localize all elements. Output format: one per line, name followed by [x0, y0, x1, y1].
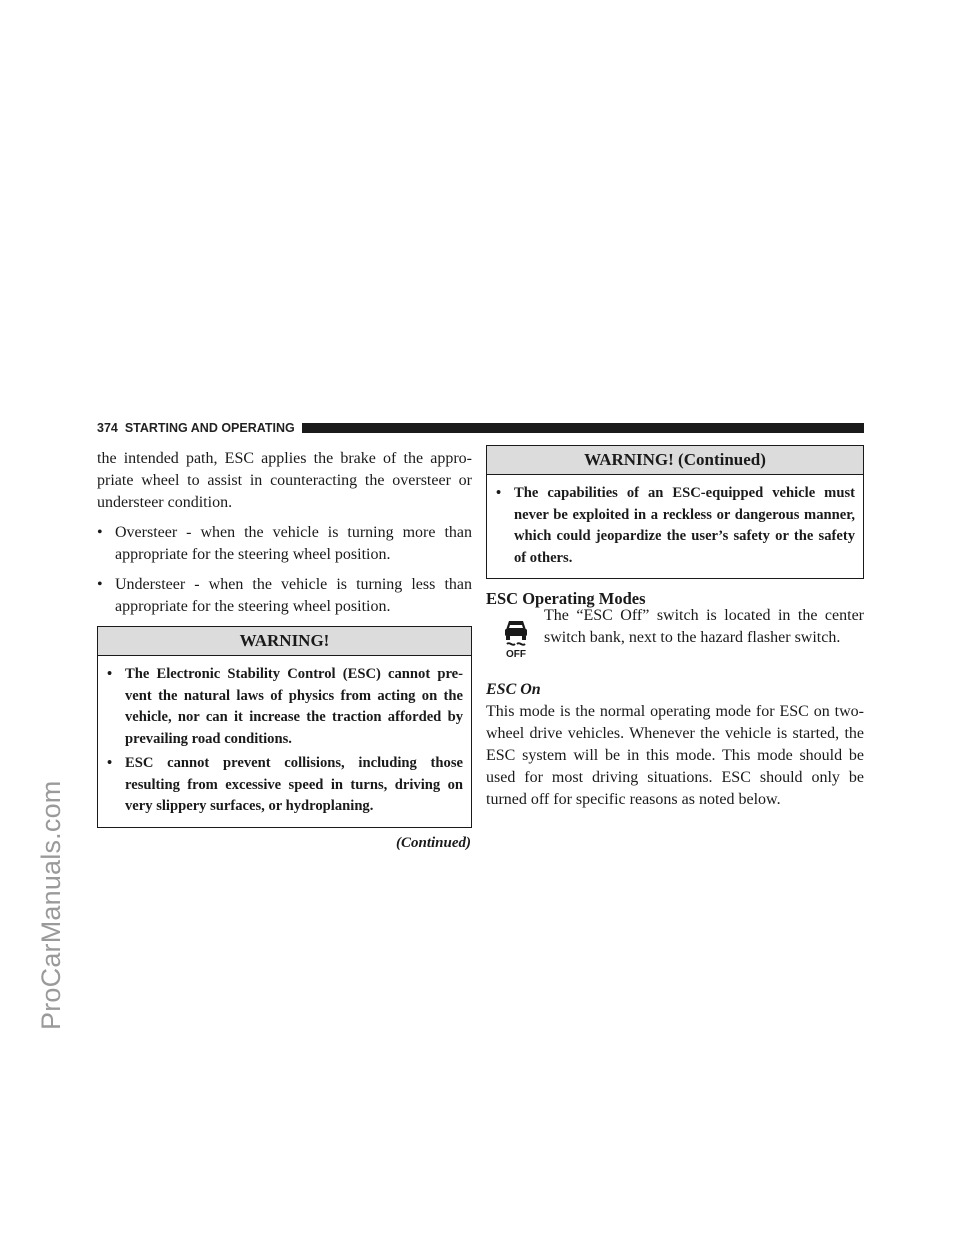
warning-continued-title: WARNING! (Continued): [487, 446, 863, 475]
bullet-icon: •: [97, 524, 103, 541]
esc-switch-row: [486, 609, 864, 675]
warning-list: [98, 656, 471, 827]
list-item: • Understeer - when the vehicle is turning less than appropriate for the steering wheel position.: [97, 576, 472, 615]
bullet-icon: •: [107, 666, 113, 682]
esc-switch-description: The “ESC Off” switch is located in the center switch bank, next to the hazard flasher switch.: [544, 607, 864, 646]
list-item: • The capabilities of an ESC-equipped vehicle must never be exploited in a reckless or dangerous manner, which could jeopardize the user’s safety or the safety of others.: [496, 485, 855, 566]
continued-label: (Continued): [395, 834, 471, 851]
list-item: • ESC cannot prevent collisions, including those resulting from excessive speed in turns, driving on very slippery surfaces, or hydroplaning.: [107, 755, 463, 814]
section-title: ESC Operating Modes: [486, 589, 646, 608]
section-name: STARTING AND OPERATING: [124, 421, 295, 435]
list-item: • Oversteer - when the vehicle is turning more than appropriate for the steering wheel position.: [97, 524, 472, 563]
list-item: • The Electronic Stability Control (ESC) cannot pre-vent the natural laws of physics from acting on the vehicle, nor can it increase the traction afforded by prevailing road conditions.: [107, 666, 463, 747]
warning-list: [487, 475, 863, 578]
esc-off-label: OFF: [506, 649, 526, 659]
condition-list: [97, 522, 472, 618]
bullet-icon: •: [496, 485, 502, 501]
watermark: ProCarManuals.com: [36, 780, 66, 1030]
bullet-icon: •: [107, 755, 113, 771]
page-header: [97, 419, 864, 437]
warning-continued-box: [486, 445, 864, 579]
warning-title: WARNING!: [98, 627, 471, 656]
page-number: 374: [97, 421, 118, 435]
warning-box: [97, 626, 472, 828]
bullet-icon: •: [97, 576, 103, 593]
right-column: [486, 448, 864, 811]
intro-paragraph: the intended path, ESC applies the brake of the appro-priate wheel to assist in counteracting the oversteer or understeer condition.: [97, 450, 472, 511]
esc-on-paragraph: This mode is the normal operating mode for ESC on two-wheel drive vehicles. Whenever the vehicle is started, the ESC system will be in this mode. This mode should be used for most driving situations. ESC should only be turned off for specific reasons as noted below.: [486, 703, 864, 808]
page-header-label: [97, 421, 295, 435]
esc-off-icon: [486, 609, 544, 675]
left-column: [97, 448, 472, 854]
header-rule: [302, 423, 864, 433]
subsection-title: ESC On: [486, 681, 541, 698]
